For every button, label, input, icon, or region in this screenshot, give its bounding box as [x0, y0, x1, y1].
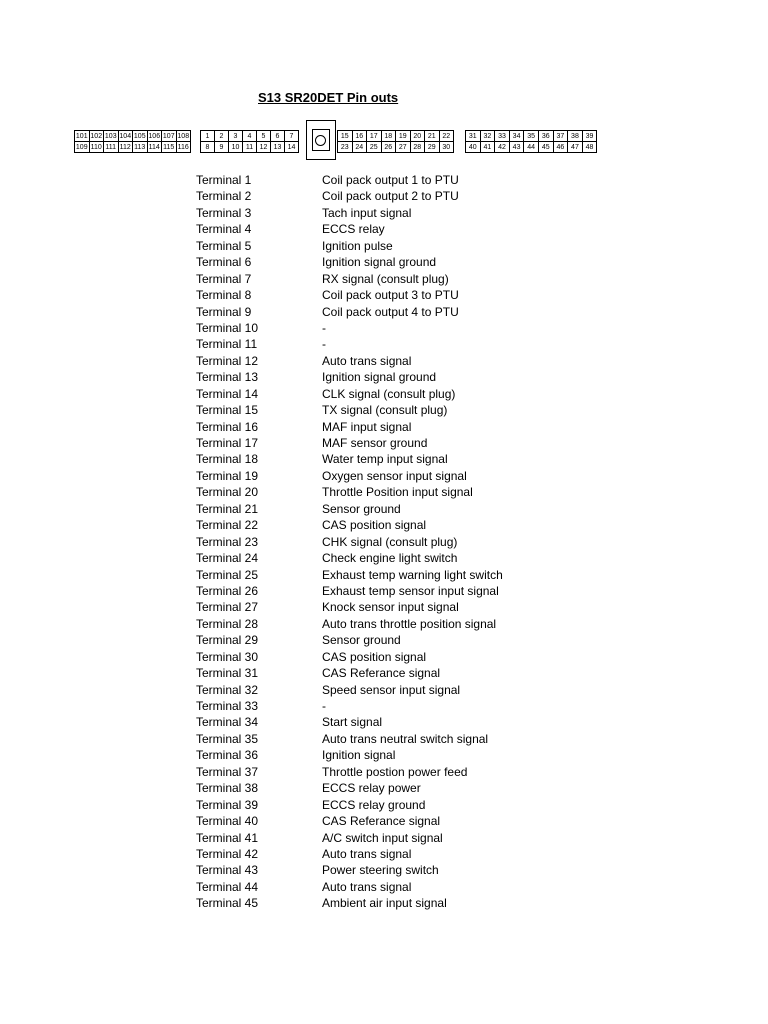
- terminal-description: Auto trans neutral switch signal: [322, 731, 489, 746]
- pin-cell: 39: [583, 131, 598, 142]
- terminal-description: Water temp input signal: [322, 452, 448, 467]
- pin-cell: 31: [466, 131, 481, 142]
- terminal-description: Check engine light switch: [322, 551, 458, 566]
- terminal-description: CAS position signal: [322, 649, 427, 664]
- terminal-label: Terminal 41: [196, 830, 259, 845]
- terminal-label: Terminal 9: [196, 304, 252, 319]
- terminal-label: Terminal 4: [196, 222, 252, 237]
- pin-cell: 42: [495, 142, 510, 153]
- terminal-label: Terminal 15: [196, 403, 259, 418]
- terminal-label: Terminal 32: [196, 682, 259, 697]
- pin-cell: 15: [338, 131, 353, 142]
- pin-cell: 28: [411, 142, 426, 153]
- terminal-description: Exhaust temp warning light switch: [322, 567, 503, 582]
- pin-cell: 105: [133, 133, 146, 140]
- terminal-label: Terminal 13: [196, 370, 259, 385]
- pin-cell: 23: [338, 142, 353, 153]
- pin-cell: 21: [425, 131, 440, 142]
- pin-cell: 36: [539, 131, 554, 142]
- pin-cell: 3: [229, 131, 243, 142]
- pin-cell: 22: [440, 131, 455, 142]
- terminal-label: Terminal 5: [196, 238, 252, 253]
- terminal-description: Throttle Position input signal: [322, 485, 473, 500]
- pin-cell: 40: [466, 142, 481, 153]
- terminal-label: Terminal 22: [196, 518, 259, 533]
- pin-cell: 109: [75, 144, 88, 151]
- terminal-label: Terminal 39: [196, 797, 259, 812]
- terminal-label: Terminal 18: [196, 452, 259, 467]
- terminal-description: Ambient air input signal: [322, 896, 447, 911]
- terminal-label: Terminal 24: [196, 551, 259, 566]
- pin-cell: 32: [481, 131, 496, 142]
- terminal-description: Ignition signal ground: [322, 370, 437, 385]
- pin-cell: 24: [353, 142, 368, 153]
- pin-cell: 113: [133, 142, 148, 153]
- pin-cell: 107: [162, 133, 175, 140]
- terminal-description: Ignition signal: [322, 748, 396, 763]
- terminal-description: ECCS relay: [322, 222, 385, 237]
- terminal-label: Terminal 37: [196, 764, 259, 779]
- circle-icon: [315, 135, 326, 146]
- pin-cell: 37: [554, 131, 569, 142]
- pin-cell: 115: [162, 142, 177, 153]
- pin-cell: 7: [285, 131, 299, 142]
- terminal-description: MAF sensor ground: [322, 436, 428, 450]
- pin-cell: 30: [440, 142, 455, 153]
- pin-cell: 103: [104, 133, 117, 140]
- terminal-label: Terminal 20: [196, 485, 259, 500]
- pin-cell: 18: [382, 131, 397, 142]
- terminal-description: Ignition signal ground: [322, 255, 437, 270]
- pin-cell: 48: [583, 142, 598, 153]
- terminal-description: Exhaust temp sensor input signal: [322, 583, 499, 598]
- terminal-description: Knock sensor input signal: [322, 600, 459, 615]
- terminal-description: -: [322, 320, 326, 335]
- pin-cell: 17: [367, 131, 382, 142]
- terminal-label: Terminal 29: [196, 633, 259, 648]
- pin-cell: 35: [524, 131, 539, 142]
- terminal-label: Terminal 25: [196, 567, 259, 582]
- pin-cell: 112: [119, 142, 134, 153]
- pin-cell: 4: [243, 131, 257, 142]
- terminal-description: MAF input signal: [322, 419, 412, 434]
- terminal-description: Power steering switch: [322, 863, 439, 878]
- pin-cell: 44: [524, 142, 539, 153]
- terminal-label: Terminal 8: [196, 288, 252, 303]
- terminal-description: CLK signal (consult plug): [322, 386, 456, 401]
- terminal-description: Coil pack output 1 to PTU: [322, 173, 459, 187]
- terminal-description: ECCS relay power: [322, 781, 421, 796]
- terminal-label: Terminal 1: [196, 173, 252, 187]
- pin-cell: 101: [75, 133, 88, 140]
- terminal-label: Terminal 17: [196, 436, 259, 450]
- pin-cell: 13: [271, 142, 285, 153]
- pin-cell: 102: [90, 133, 103, 140]
- pin-cell: 19: [396, 131, 411, 142]
- connector-block-1-14: [200, 130, 299, 153]
- terminal-label: Terminal 42: [196, 846, 259, 861]
- terminal-label: Terminal 27: [196, 600, 259, 615]
- terminal-description: Auto trans signal: [322, 879, 412, 894]
- pin-cell: 8: [201, 142, 215, 153]
- pin-cell: 38: [568, 131, 583, 142]
- terminal-description: Auto trans throttle position signal: [322, 616, 497, 631]
- pin-cell: 12: [257, 142, 271, 153]
- pin-cell: 47: [568, 142, 583, 153]
- pin-cell: 16: [353, 131, 368, 142]
- terminal-label: Terminal 7: [196, 271, 252, 286]
- pin-cell: 2: [215, 131, 229, 142]
- terminal-description: Tach input signal: [322, 205, 412, 220]
- terminal-label: Terminal 30: [196, 649, 259, 664]
- pin-cell: 9: [215, 142, 229, 153]
- terminal-label: Terminal 23: [196, 534, 259, 549]
- terminal-label: Terminal 28: [196, 616, 259, 631]
- pin-cell: 46: [554, 142, 569, 153]
- terminal-description: -: [322, 337, 326, 352]
- terminal-description: Start signal: [322, 715, 383, 730]
- pin-cell: 27: [396, 142, 411, 153]
- pin-cell: 20: [411, 131, 426, 142]
- terminal-description: Oxygen sensor input signal: [322, 468, 467, 483]
- terminal-label: Terminal 34: [196, 715, 259, 730]
- connector-lock-tab: [312, 129, 330, 151]
- terminal-description: CHK signal (consult plug): [322, 534, 458, 549]
- terminal-label: Terminal 2: [196, 189, 252, 204]
- pin-cell: 5: [257, 131, 271, 142]
- terminal-description: Throttle postion power feed: [322, 764, 468, 779]
- terminal-label: Terminal 43: [196, 863, 259, 878]
- pin-cell: 10: [229, 142, 243, 153]
- terminal-label: Terminal 3: [196, 205, 252, 220]
- terminal-description: Coil pack output 4 to PTU: [322, 304, 459, 319]
- pin-cell: 45: [539, 142, 554, 153]
- terminal-label: Terminal 45: [196, 896, 259, 911]
- terminal-label: Terminal 40: [196, 814, 259, 829]
- terminal-description: Coil pack output 3 to PTU: [322, 288, 459, 303]
- pin-cell: 33: [495, 131, 510, 142]
- terminal-label: Terminal 11: [196, 337, 258, 352]
- terminal-label: Terminal 16: [196, 419, 259, 434]
- terminal-description: CAS Referance signal: [322, 666, 441, 681]
- terminal-label: Terminal 26: [196, 583, 259, 598]
- connector-block-15-30: [337, 130, 454, 153]
- terminal-description: -: [322, 699, 326, 713]
- terminal-description: Speed sensor input signal: [322, 682, 461, 697]
- terminal-label: Terminal 31: [196, 666, 259, 681]
- terminal-label: Terminal 36: [196, 748, 259, 763]
- terminal-description: Ignition pulse: [322, 238, 393, 253]
- pin-cell: 114: [148, 142, 163, 153]
- pin-cell: 1: [201, 131, 215, 142]
- terminal-label: Terminal 35: [196, 731, 259, 746]
- pin-cell: 14: [285, 142, 299, 153]
- terminal-label: Terminal 6: [196, 255, 252, 270]
- pin-cell: 110: [90, 142, 105, 153]
- pin-cell: 106: [148, 133, 161, 140]
- terminal-description: CAS Referance signal: [322, 814, 441, 829]
- pin-cell: 6: [271, 131, 285, 142]
- connector-block-101-116: [74, 130, 191, 153]
- pin-cell: 25: [367, 142, 382, 153]
- connector-center-housing: [306, 120, 336, 160]
- terminal-description: TX signal (consult plug): [322, 403, 448, 418]
- terminal-label: Terminal 44: [196, 879, 259, 894]
- terminal-description: CAS position signal: [322, 518, 427, 533]
- page-title: S13 SR20DET Pin outs: [258, 90, 399, 105]
- terminal-label: Terminal 21: [196, 501, 259, 516]
- terminal-label: Terminal 33: [196, 699, 259, 713]
- terminal-label: Terminal 12: [196, 353, 259, 368]
- terminal-description: Auto trans signal: [322, 353, 412, 368]
- pin-cell: 41: [481, 142, 496, 153]
- terminal-label: Terminal 38: [196, 781, 259, 796]
- terminal-label: Terminal 19: [196, 468, 259, 483]
- connector-block-31-48: [465, 130, 597, 153]
- pin-cell: 34: [510, 131, 525, 142]
- pin-cell: 11: [243, 142, 257, 153]
- pin-cell: 111: [104, 142, 119, 153]
- pin-cell: 104: [119, 133, 132, 140]
- terminal-description: Coil pack output 2 to PTU: [322, 189, 459, 204]
- pin-cell: 26: [382, 142, 397, 153]
- terminal-label: Terminal 10: [196, 320, 259, 335]
- terminal-description: ECCS relay ground: [322, 797, 426, 812]
- terminal-description: Sensor ground: [322, 501, 401, 516]
- pin-cell: 108: [177, 133, 190, 140]
- terminal-description: A/C switch input signal: [322, 830, 443, 845]
- pin-cell: 29: [425, 142, 440, 153]
- pin-cell: 43: [510, 142, 525, 153]
- pin-cell: 116: [177, 142, 192, 153]
- terminal-description: RX signal (consult plug): [322, 271, 449, 286]
- terminal-description: Sensor ground: [322, 633, 401, 648]
- terminal-description: Auto trans signal: [322, 846, 412, 861]
- terminal-label: Terminal 14: [196, 386, 259, 401]
